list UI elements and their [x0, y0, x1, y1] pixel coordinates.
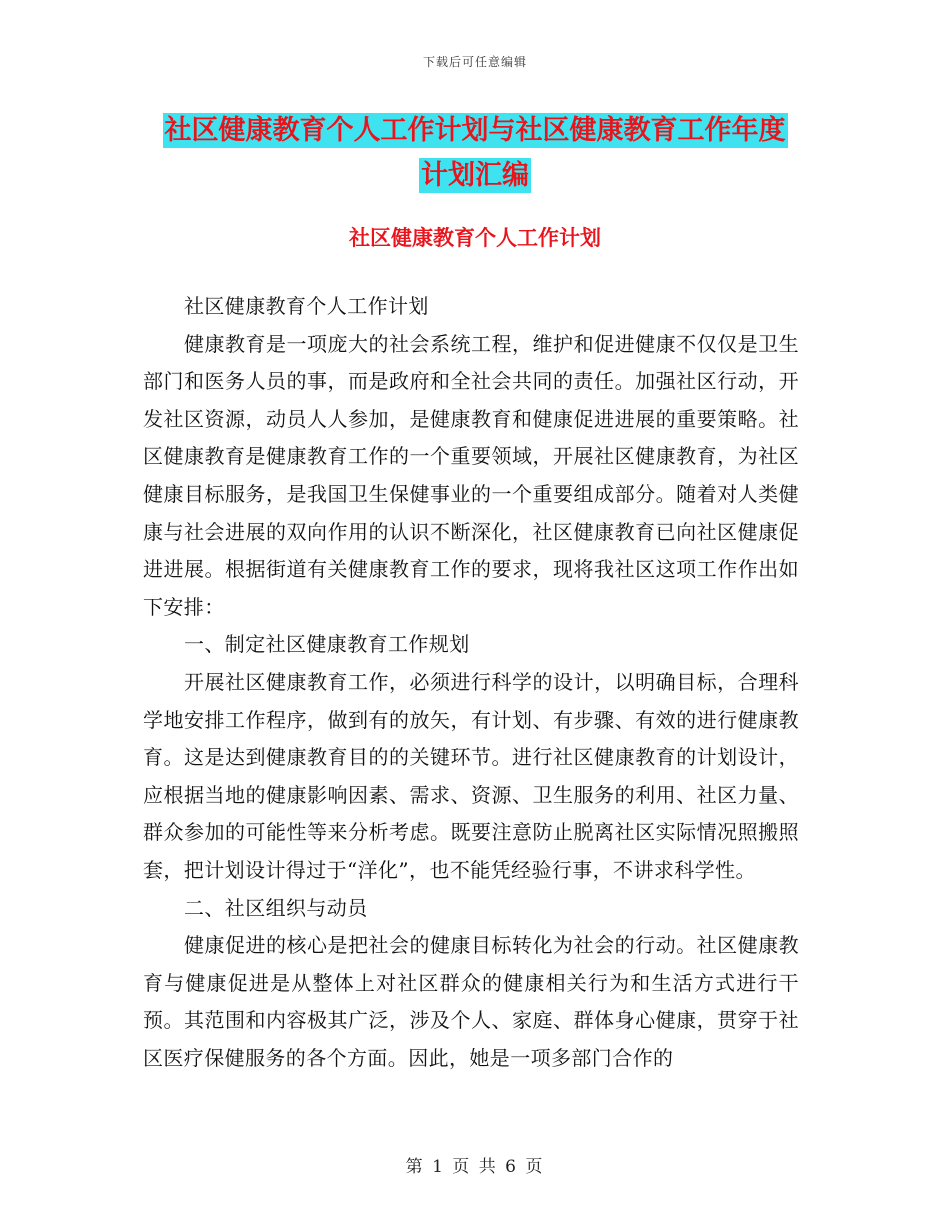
paragraph-intro: 健康教育是一项庞大的社会系统工程，维护和促进健康不仅仅是卫生部门和医务人员的事，而是政府和全社会共同的责任。加强社区行动，开发社区资源，动员人人参加，是健康教育和健康促进进展的重要策略。社区健康教育是健康教育工作的一个重要领域，开展社区健康教育，为社区健康目标服务，是我国卫生保健事业的一个重要组成部分。随着对人类健康与社会进展的双向作用的认识不断深化，社区健康教育已向社区健康促进进展。根据街道有关健康教育工作的要求，现将我社区这项工作作出如下安排： [143, 331, 799, 619]
header-note: 下载后可任意编辑 [422, 55, 527, 69]
body-text [143, 288, 799, 1077]
page-footer: 第 1 页 共 6 页 [405, 1157, 545, 1177]
heading-planning: 一、制定社区健康教育工作规划 [184, 632, 470, 657]
heading-organization: 二、社区组织与动员 [184, 895, 368, 920]
paragraph-subtitle: 社区健康教育个人工作计划 [184, 294, 429, 318]
paragraph-planning: 开展社区健康教育工作，必须进行科学的设计，以明确目标，合理科学地安排工作程序，做到有的放矢，有计划、有步骤、有效的进行健康教育。这是达到健康教育目的的关键环节。进行社区健康教育的计划设计，应根据当地的健康影响因素、需求、资源、卫生服务的利用、社区力量、群众参加的可能性等来分析考虑。既要注意防止脱离社区实际情况照搬照套，把计划设计得过于“洋化”，也不能凭经验行事，不讲求科学性。 [143, 669, 799, 882]
document-title [120, 108, 830, 198]
document-title-line-1: 社区健康教育个人工作计划与社区健康教育工作年度 [164, 115, 786, 146]
document-title-line-2: 计划汇编 [421, 160, 529, 191]
paragraph-organization: 健康促进的核心是把社会的健康目标转化为社会的行动。社区健康教育与健康促进是从整体上对社区群众的健康相关行为和生活方式进行干预。其范围和内容极其广泛，涉及个人、家庭、群体身心健康，贯穿于社区医疗保健服务的各个方面。因此，她是一项多部门合作的 [143, 933, 799, 1070]
section-title: 社区健康教育个人工作计划 [349, 226, 601, 250]
